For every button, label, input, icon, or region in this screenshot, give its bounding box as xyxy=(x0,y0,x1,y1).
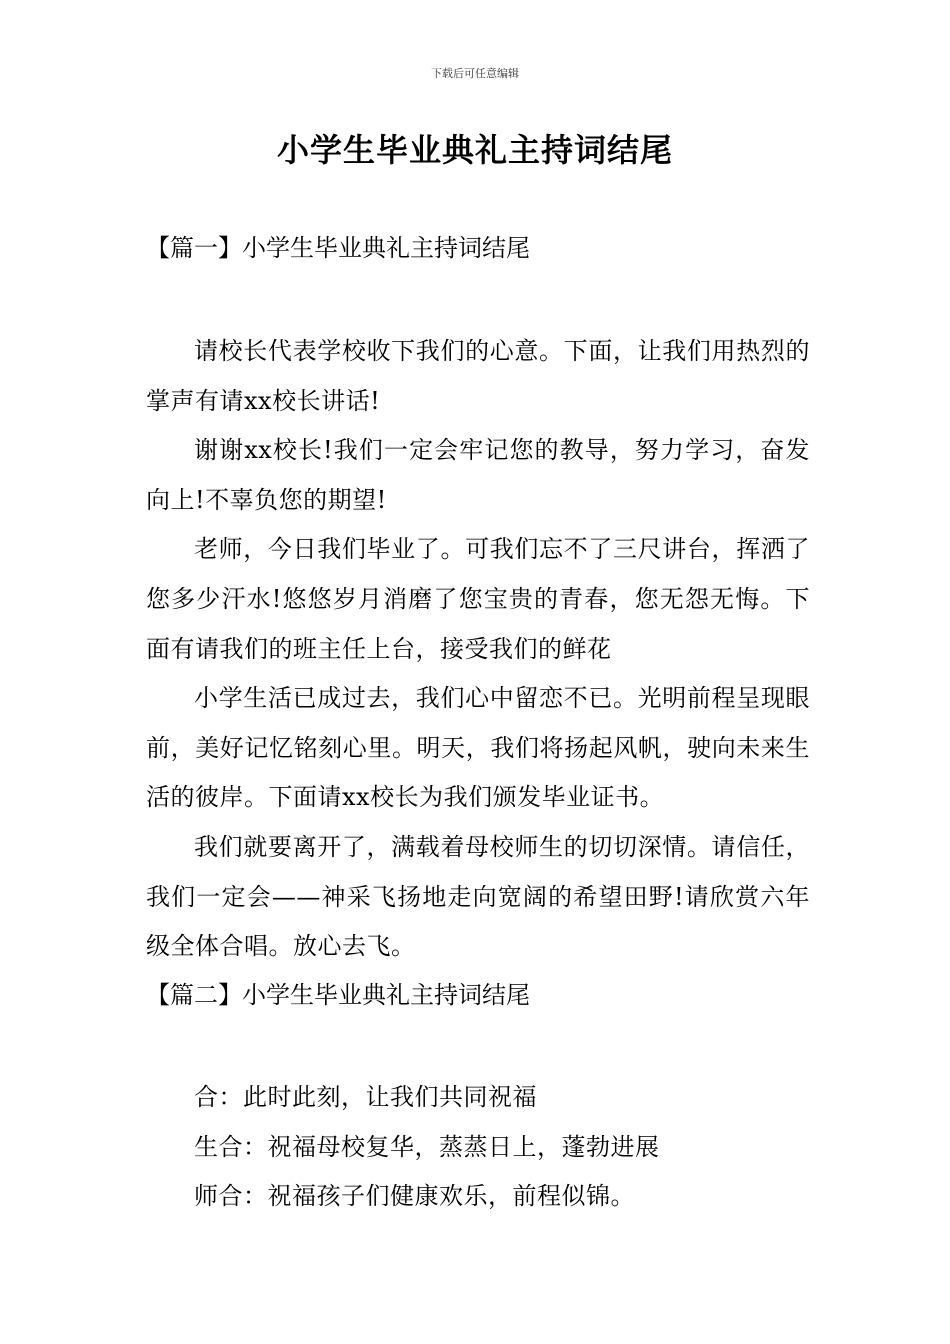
document-title: 小学生毕业典礼主持词结尾 xyxy=(276,131,673,169)
section-1-body xyxy=(146,327,810,972)
section-2-paragraph: 生合：祝福母校复华，蒸蒸日上，蓬勃进展 xyxy=(194,1132,660,1161)
section-1-paragraph: 请校长代表学校收下我们的心意。下面，让我们用热烈的掌声有请xx校长讲话! xyxy=(146,337,810,415)
header-note: 下载后可任意编辑 xyxy=(431,67,519,80)
section-1-paragraph: 小学生活已成过去，我们心中留恋不已。光明前程呈现眼前，美好记忆铭刻心里。明天，我们将扬起风帆，驶向未来生活的彼岸。下面请xx校长为我们颁发毕业证书。 xyxy=(146,684,810,812)
section-2-heading: 【篇二】小学生毕业典礼主持词结尾 xyxy=(146,981,530,1009)
section-2-paragraph: 师合：祝福孩子们健康欢乐，前程似锦。 xyxy=(194,1182,635,1211)
section-2-body xyxy=(146,1073,810,1222)
section-1-paragraph: 谢谢xx校长!我们一定会牢记您的教导，努力学习，奋发向上!不辜负您的期望! xyxy=(146,436,810,514)
section-1-paragraph: 老师，今日我们毕业了。可我们忘不了三尺讲台，挥洒了您多少汗水!悠悠岁月消磨了您宝贵的青春，您无怨无悔。下面有请我们的班主任上台，接受我们的鲜花 xyxy=(146,535,810,663)
section-2-paragraph: 合：此时此刻，让我们共同祝福 xyxy=(194,1083,537,1111)
section-1-paragraph: 我们就要离开了，满载着母校师生的切切深情。请信任，我们一定会——神采飞扬地走向宽阔的希望田野!请欣赏六年级全体合唱。放心去飞。 xyxy=(146,832,810,961)
section-1-heading: 【篇一】小学生毕业典礼主持词结尾 xyxy=(146,234,530,262)
